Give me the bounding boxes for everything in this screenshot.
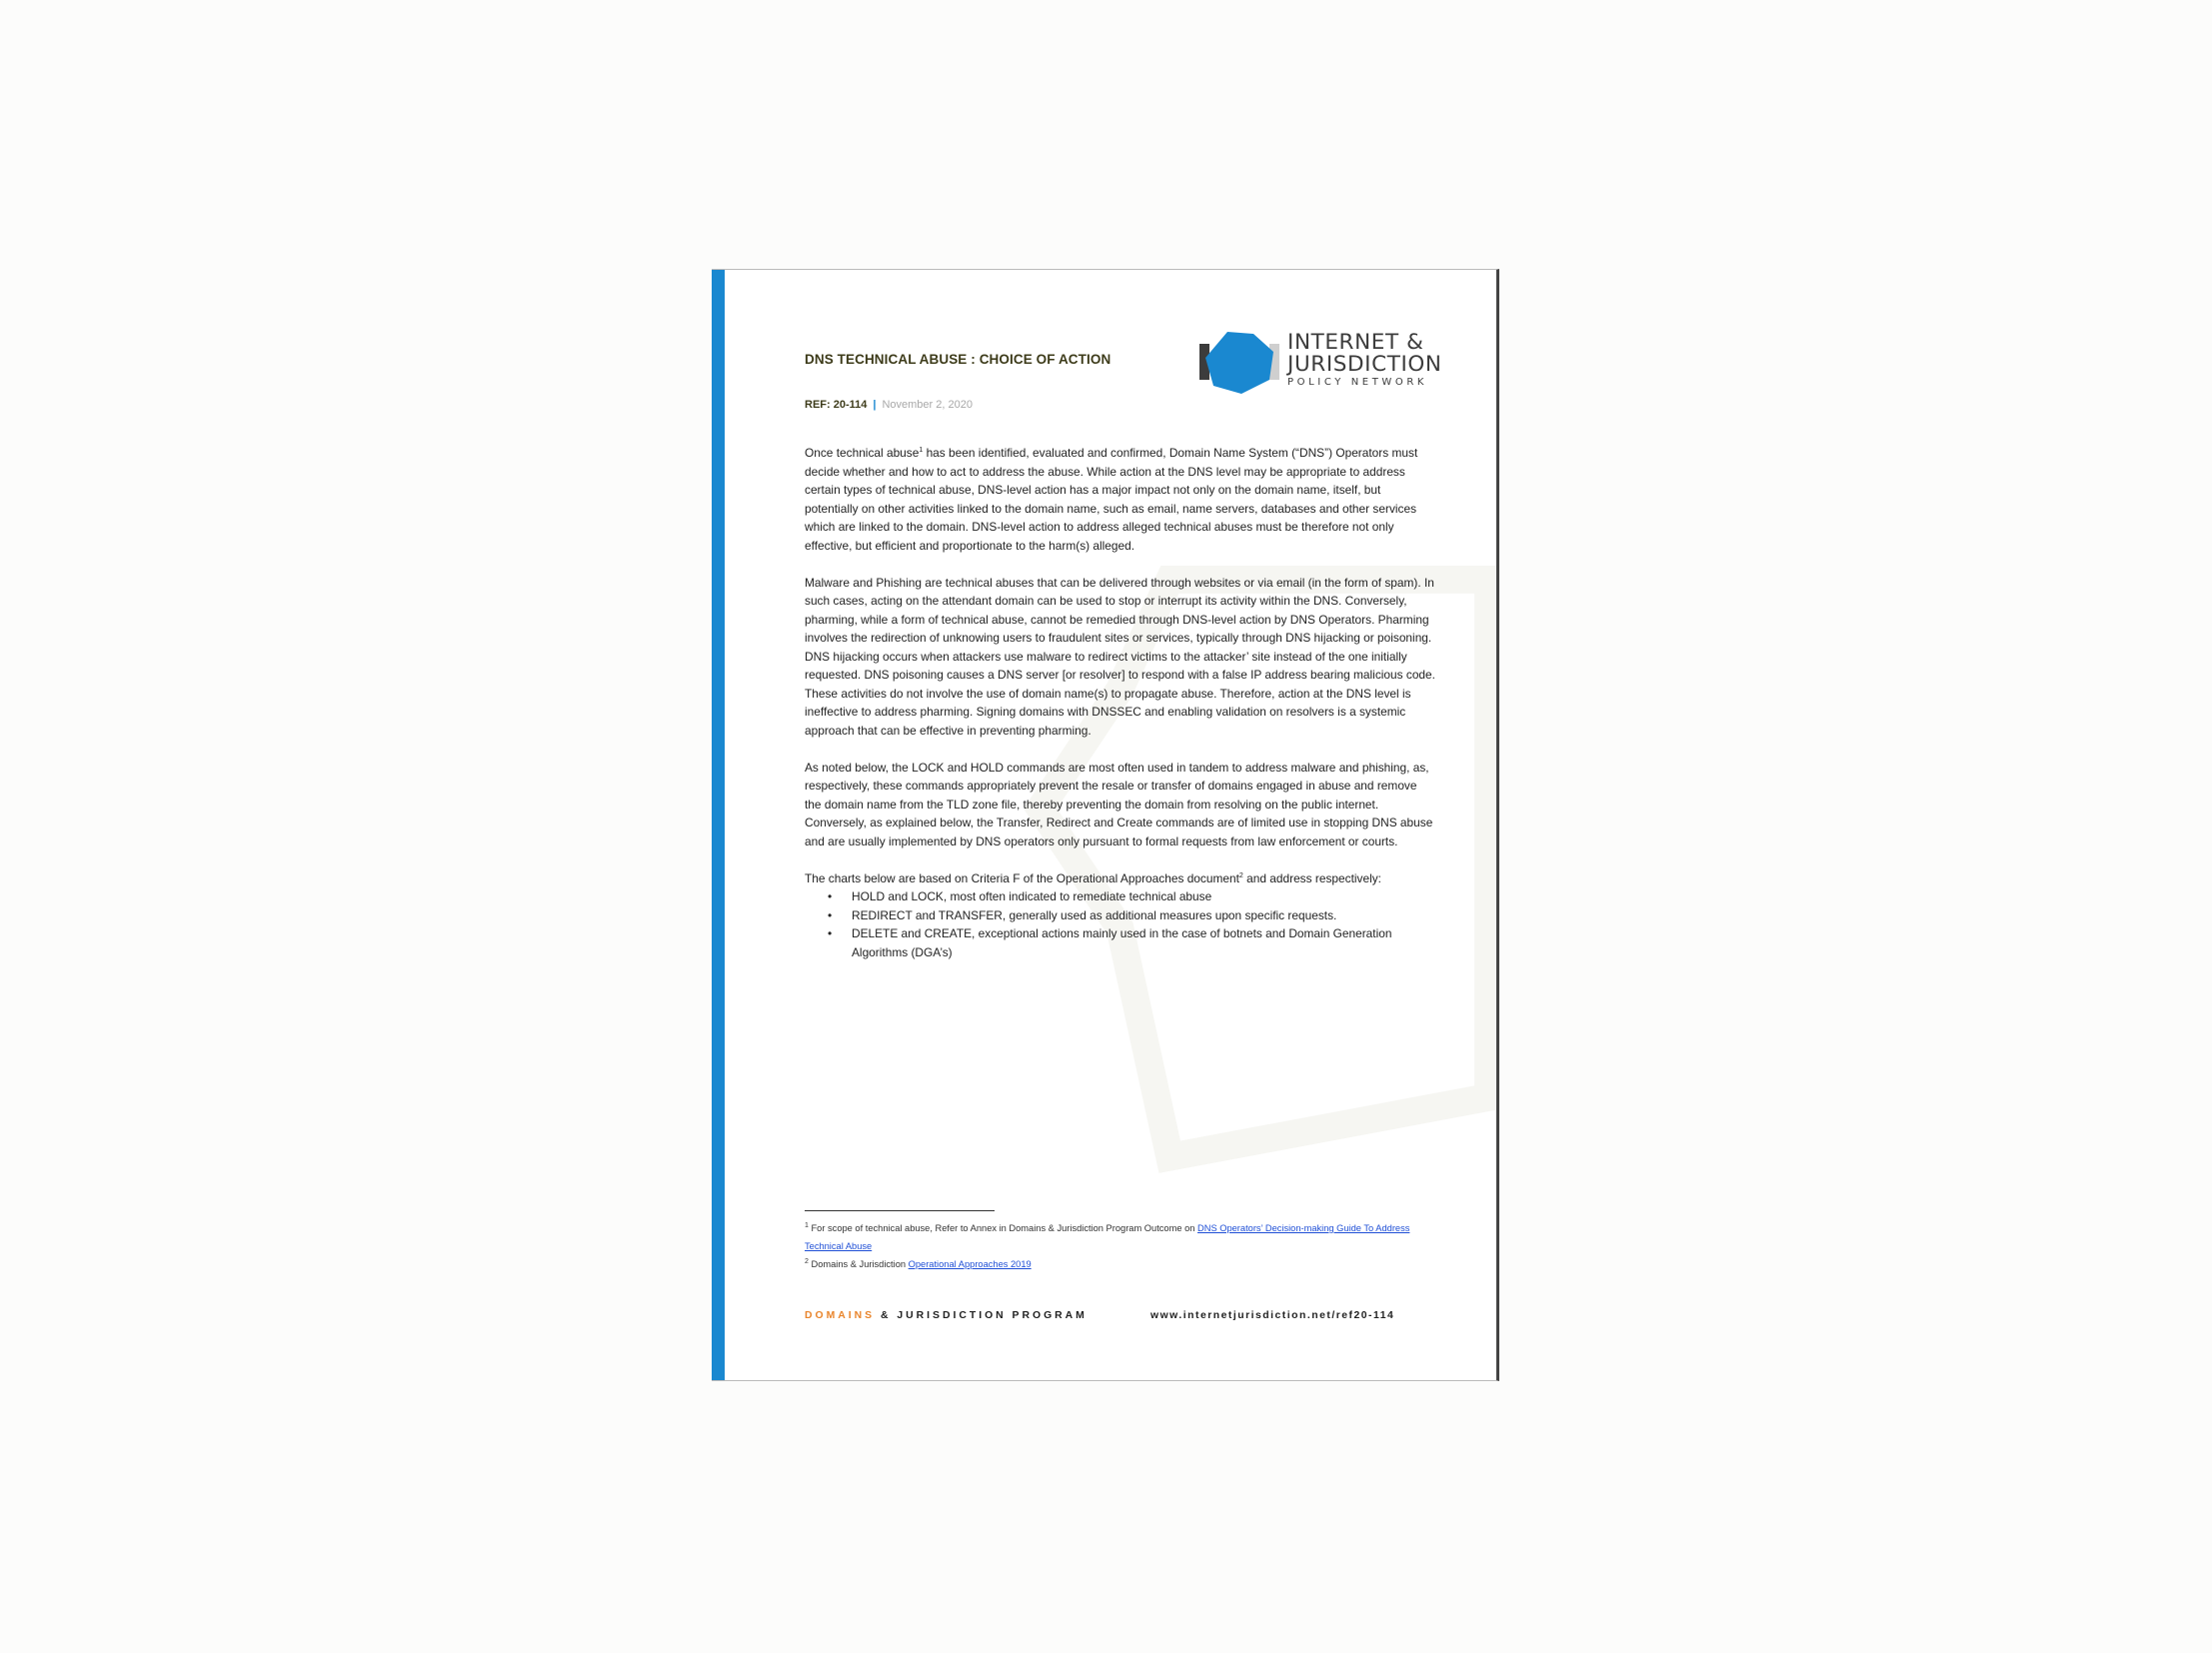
footnote-ref-2[interactable]: 2 [1238, 871, 1243, 879]
logo-line-2: JURISDICTION [1287, 352, 1442, 377]
footnote-1: $^1$ For scope of technical abuse, Refer to Annex in Domains & Jurisdiction Program Outcome on DNS Operators’ Decision-making Guide To Address Technical Abuse [805, 1221, 1410, 1251]
document-body [805, 444, 1436, 961]
footnote-divider [805, 1210, 995, 1211]
list-item: • HOLD and LOCK, most often indicated to remediate technical abuse [852, 887, 1436, 906]
reference-line [805, 399, 973, 411]
paragraph-4: The charts below are based on Criteria F of the Operational Approaches document$^2$ and address respectively: [805, 870, 1381, 885]
document-page [712, 269, 1499, 1381]
logo [1199, 330, 1442, 396]
footnotes [805, 1219, 1436, 1273]
logo-wordmark [1287, 332, 1442, 388]
reference-separator: | [873, 399, 877, 411]
footnote-ref-1[interactable]: 1 [919, 447, 924, 455]
footer-url[interactable]: www.internetjurisdiction.net/ref20-114 [1150, 1310, 1395, 1321]
accent-bar [712, 270, 725, 1380]
decision-guide-link[interactable]: DNS Operators’ Decision-making Guide To Address Technical Abuse [805, 1223, 1410, 1251]
page-title: DNS TECHNICAL ABUSE : CHOICE OF ACTION [805, 352, 1111, 367]
paragraph-2: Malware and Phishing are technical abuses that can be delivered through websites or via email (in the form of spam). In such cases, acting on the attendant domain can be used to stop or interrupt its activity within the DNS. Conversely, pharming, while a form of technical abuse, cannot be remedied through DNS-level action by DNS Operators. Pharming involves the redirection of unknowing users to fraudulent sites or services, typically through DNS hijacking or poisoning. DNS hijacking occurs when attackers use malware to redirect victims to the attacker’ site instead of the one initially requested. DNS poisoning causes a DNS server [or resolver] to respond with a false IP address bearing malicious code. These activities do not involve the use of domain name(s) to propagate abuse. Therefore, action at the DNS level is ineffective to address pharming. Signing domains with DNSSEC and enabling validation on resolvers is a systemic approach that can be effective in preventing pharming. [805, 575, 1435, 738]
logo-hexagon-icon [1199, 330, 1285, 396]
operational-approaches-link[interactable]: Operational Approaches 2019 [908, 1259, 1032, 1269]
action-list [805, 887, 1436, 961]
paragraph-3: As noted below, the LOCK and HOLD commands are most often used in tandem to address malware and phishing, as, respectively, these commands appropriately prevent the resale or transfer of domains engaged in abuse and remove the domain name from the TLD zone file, thereby preventing the domain from resolving on the public internet. Conversely, as explained below, the Transfer, Redirect and Create commands are of limited use in stopping DNS abuse and are usually implemented by DNS operators only pursuant to formal requests from law enforcement or courts. [805, 760, 1433, 848]
footnote-2: $^2$ Domains & Jurisdiction Operational Approaches 2019 [805, 1257, 1032, 1269]
reference-number: REF: 20-114 [805, 399, 868, 411]
footer-program-name: DOMAINS & JURISDICTION PROGRAM [805, 1310, 1088, 1321]
document-date: November 2, 2020 [882, 399, 973, 411]
list-item: • DELETE and CREATE, exceptional actions mainly used in the case of botnets and Domain Generation Algorithms (DGA’s) [852, 924, 1436, 961]
logo-line-3: POLICY NETWORK [1287, 377, 1428, 388]
logo-line-1: INTERNET & [1287, 330, 1424, 355]
list-item: • REDIRECT and TRANSFER, generally used as additional measures upon specific requests. [852, 906, 1436, 925]
paragraph-1: Once technical abuse$^1$ has been identified, evaluated and confirmed, Domain Name System (“DNS”) Operators must decide whether and how to act to address the abuse. While action at the DNS level may be appropriate to address certain types of technical abuse, DNS-level action has a major impact not only on the domain name, itself, but potentially on other activities linked to the domain name, such as email, name servers, databases and other services which are linked to the domain. DNS-level action to address alleged technical abuses must be therefore not only effective, but efficient and proportionate to the harm(s) alleged. [805, 446, 1418, 553]
